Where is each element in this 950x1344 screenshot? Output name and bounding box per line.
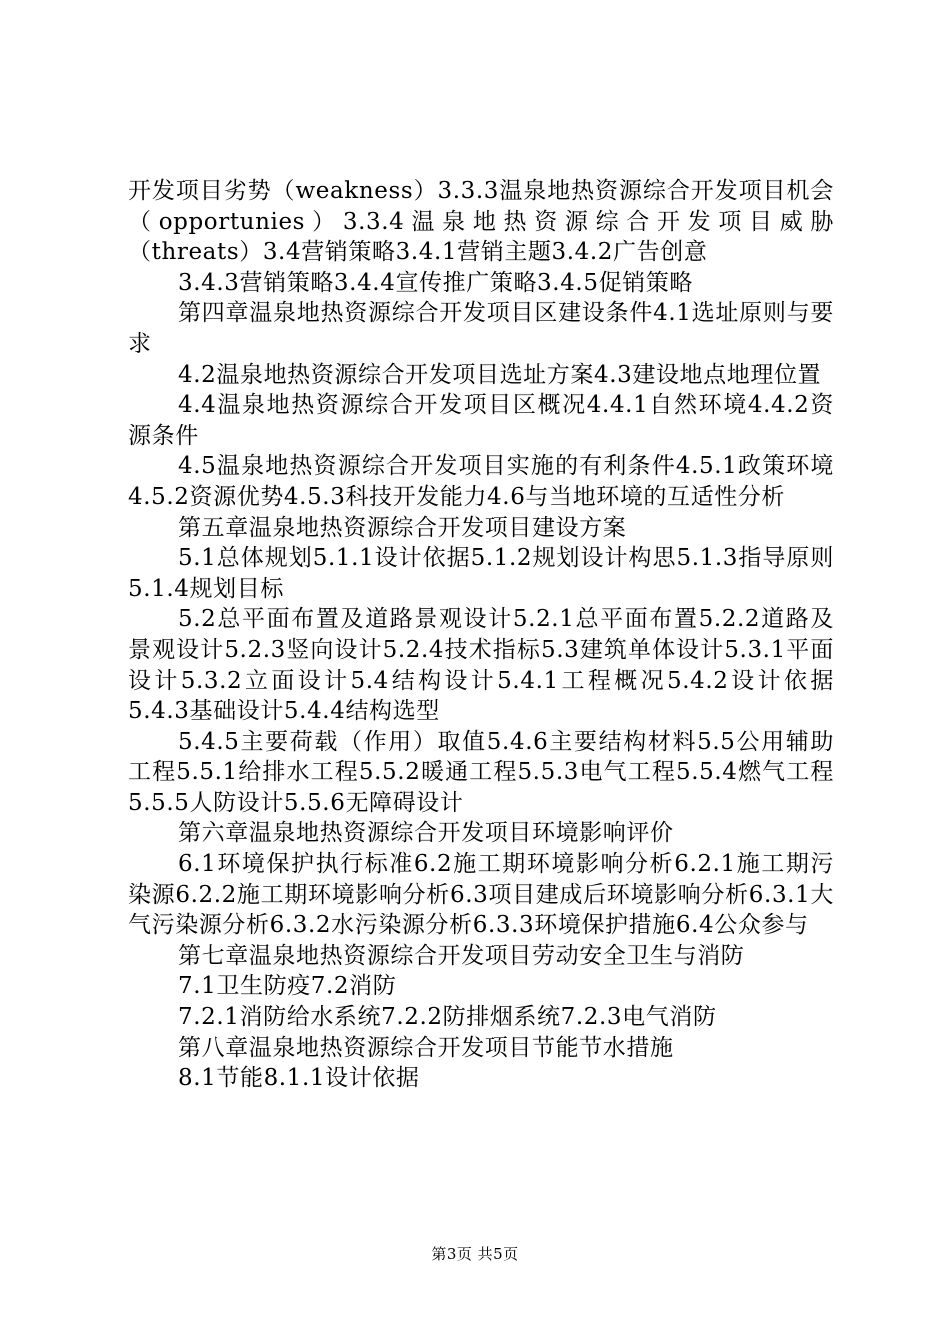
paragraph: 5.1总体规划5.1.1设计依据5.1.2规划设计构思5.1.3指导原则5.1.4规划目标: [128, 545, 834, 602]
paragraph: 7.1卫生防疫7.2消防: [178, 973, 397, 1000]
paragraph: 开发项目劣势（weakness）3.3.3温泉地热资源综合开发项目机会（opportunies）3.3.4温泉地热资源综合开发项目威胁（threats）3.4营销策略3.4.1营销主题3.4.2广告创意: [128, 178, 834, 266]
paragraph: 7.2.1消防给水系统7.2.2防排烟系统7.2.3电气消防: [178, 1004, 717, 1031]
chapter-heading: 第八章温泉地热资源综合开发项目节能节水措施: [178, 1034, 674, 1061]
paragraph: 4.2温泉地热资源综合开发项目选址方案4.3建设地点地理位置: [178, 361, 822, 388]
chapter-heading: 第五章温泉地热资源综合开发项目建设方案: [178, 514, 627, 541]
body-text: [128, 176, 834, 1094]
page-footer: 第3页 共5页: [431, 1245, 519, 1263]
paragraph: 8.1节能8.1.1设计依据: [178, 1065, 420, 1092]
paragraph: 4.5温泉地热资源综合开发项目实施的有利条件4.5.1政策环境4.5.2资源优势4.5.3科技开发能力4.6与当地环境的互适性分析: [128, 453, 834, 510]
chapter-heading: 第七章温泉地热资源综合开发项目劳动安全卫生与消防: [178, 942, 745, 969]
paragraph: 4.4温泉地热资源综合开发项目区概况4.4.1自然环境4.4.2资源条件: [128, 392, 834, 449]
paragraph: 5.2总平面布置及道路景观设计5.2.1总平面布置5.2.2道路及景观设计5.2.3竖向设计5.2.4技术指标5.3建筑单体设计5.3.1平面设计5.3.2立面设计5.4结构设计5.4.1工程概况5.4.2设计依据5.4.3基础设计5.4.4结构选型: [128, 606, 834, 725]
paragraph: 3.4.3营销策略3.4.4宣传推广策略3.4.5促销策略: [178, 269, 693, 296]
chapter-heading: 第四章温泉地热资源综合开发项目区建设条件4.1选址原则与要求: [128, 300, 834, 357]
paragraph: 6.1环境保护执行标准6.2施工期环境影响分析6.2.1施工期污染源6.2.2施工期环境影响分析6.3项目建成后环境影响分析6.3.1大气污染源分析6.3.2水污染源分析6.3.3环境保护措施6.4公众参与: [128, 851, 834, 939]
chapter-heading: 第六章温泉地热资源综合开发项目环境影响评价: [178, 820, 674, 847]
paragraph: 5.4.5主要荷载（作用）取值5.4.6主要结构材料5.5公用辅助工程5.5.1给排水工程5.5.2暖通工程5.5.3电气工程5.5.4燃气工程5.5.5人防设计5.5.6无障碍设计: [128, 728, 834, 816]
